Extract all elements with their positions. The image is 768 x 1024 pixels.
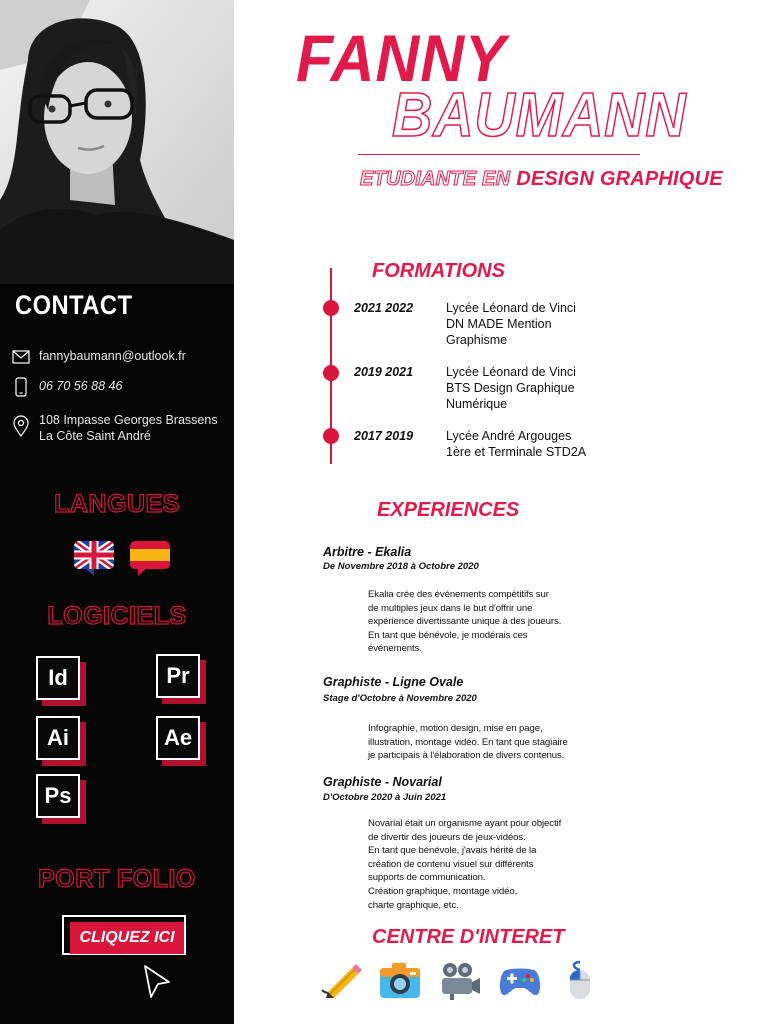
formation-line: BTS Design Graphique bbox=[446, 381, 575, 395]
portfolio-cta bbox=[62, 915, 186, 955]
interests-title: CENTRE D'INTERET bbox=[372, 926, 565, 948]
desc-line: je participais à l'élaboration de divers contenus. bbox=[368, 750, 565, 762]
desc-line: de multiples jeux dans le but d'offrir une bbox=[368, 602, 533, 614]
contact-phone-row bbox=[12, 378, 122, 397]
aftereffects-label: Ae bbox=[156, 716, 200, 760]
desc-line: Ekalia crée des événements compétitifs sur bbox=[368, 589, 549, 600]
contact-address-row bbox=[12, 412, 218, 444]
name-divider bbox=[358, 154, 640, 155]
formation-line: Lycée Léonard de Vinci bbox=[446, 301, 576, 315]
illustrator-badge bbox=[36, 716, 86, 766]
subtitle-outline: ETUDIANTE EN bbox=[360, 168, 511, 190]
formation-description bbox=[446, 300, 576, 348]
experience-description bbox=[368, 817, 588, 912]
interests-icons bbox=[318, 960, 602, 1000]
desc-line: Création graphique, montage vidéo, bbox=[368, 885, 518, 897]
software-title: LOGICIELS bbox=[47, 602, 187, 630]
video-camera-icon bbox=[438, 960, 482, 1000]
envelope-icon bbox=[12, 350, 30, 364]
profile-photo bbox=[0, 0, 234, 284]
first-name: FANNY bbox=[296, 21, 507, 95]
formation-line: Lycée Léonard de Vinci bbox=[446, 365, 576, 379]
photoshop-label: Ps bbox=[36, 774, 80, 818]
illustrator-label: Ai bbox=[36, 716, 80, 760]
aftereffects-badge bbox=[156, 716, 206, 766]
desc-line: En tant que bénévole, je modérais ces bbox=[368, 629, 528, 641]
language-flags bbox=[72, 539, 172, 577]
indesign-label: Id bbox=[36, 656, 80, 700]
spain-flag-icon bbox=[128, 539, 172, 577]
uk-flag-icon bbox=[72, 539, 116, 577]
pencil-icon bbox=[318, 960, 362, 1000]
subtitle-solid: DESIGN GRAPHIQUE bbox=[516, 168, 723, 190]
experience-date: D'Octobre 2020 à Juin 2021 bbox=[323, 792, 447, 803]
premiere-badge bbox=[156, 654, 206, 704]
contact-title: CONTACT bbox=[15, 290, 133, 320]
experience-description bbox=[368, 722, 588, 763]
desc-line: de divertir des joueurs de jeux-vidéos. bbox=[368, 831, 526, 843]
experience-date: De Novembre 2018 à Octobre 2020 bbox=[323, 561, 479, 572]
cursor-arrow-icon bbox=[142, 964, 172, 1000]
address-line-1: 108 Impasse Georges Brassens bbox=[39, 413, 218, 427]
formation-line: Graphisme bbox=[446, 333, 508, 347]
desc-line: création de contenu visuel sur différents bbox=[368, 858, 534, 870]
last-name: BAUMANN bbox=[392, 81, 687, 150]
mouse-icon bbox=[558, 960, 602, 1000]
gamepad-icon bbox=[498, 960, 542, 1000]
experience-title: Arbitre - Ekalia bbox=[323, 545, 412, 559]
portfolio-title: PORT FOLIO bbox=[38, 865, 196, 893]
job-subtitle bbox=[360, 168, 723, 191]
formation-line: Numérique bbox=[446, 397, 508, 411]
contact-address bbox=[39, 412, 218, 444]
formation-description bbox=[446, 428, 586, 460]
photoshop-badge bbox=[36, 774, 86, 824]
experiences-title: EXPERIENCES bbox=[377, 499, 520, 521]
formation-line: DN MADE Mention bbox=[446, 317, 552, 331]
indesign-badge bbox=[36, 656, 86, 706]
formation-line: 1ère et Terminale STD2A bbox=[446, 445, 587, 459]
desc-line: événements. bbox=[368, 643, 422, 655]
timeline-dot bbox=[323, 300, 339, 316]
desc-line: En tant que bénévole, j'avais hérité de la bbox=[368, 845, 537, 857]
location-pin-icon bbox=[12, 415, 30, 437]
experience-description bbox=[368, 588, 588, 656]
camera-icon bbox=[378, 960, 422, 1000]
experience-title: Graphiste - Ligne Ovale bbox=[323, 675, 464, 689]
phone-icon bbox=[12, 377, 30, 397]
desc-line: expérience divertissante unique à des joueurs. bbox=[368, 616, 562, 628]
formation-years: 2017 2019 bbox=[354, 429, 414, 443]
desc-line: illustration, montage vidéo. En tant que stagiaire bbox=[368, 736, 568, 748]
premiere-label: Pr bbox=[156, 654, 200, 698]
timeline-dot bbox=[323, 365, 339, 381]
formation-years: 2021 2022 bbox=[354, 301, 414, 315]
desc-line: Novarial était un organisme ayant pour objectif bbox=[368, 818, 562, 829]
formation-description bbox=[446, 364, 576, 412]
contact-email[interactable]: fannybaumann@outlook.fr bbox=[39, 349, 186, 363]
sidebar bbox=[0, 0, 234, 1024]
desc-line: Infographie, motion design, mise en page, bbox=[368, 723, 543, 734]
desc-line: charte graphique, etc. bbox=[368, 899, 459, 911]
address-line-2: La Côte Saint André bbox=[39, 429, 151, 443]
experience-date: Stage d'Octobre à Novembre 2020 bbox=[323, 693, 477, 704]
desc-line: supports de communication. bbox=[368, 872, 486, 884]
languages-title: LANGUES bbox=[54, 490, 180, 518]
formations-title: FORMATIONS bbox=[372, 260, 505, 282]
experience-title: Graphiste - Novarial bbox=[323, 775, 442, 789]
portfolio-button[interactable]: CLIQUEZ ICI bbox=[70, 922, 184, 954]
formation-line: Lycée André Argouges bbox=[446, 429, 572, 443]
formation-years: 2019 2021 bbox=[354, 365, 414, 379]
timeline-dot bbox=[323, 428, 339, 444]
contact-phone[interactable]: 06 70 56 88 46 bbox=[39, 379, 123, 393]
contact-email-row bbox=[12, 348, 186, 364]
